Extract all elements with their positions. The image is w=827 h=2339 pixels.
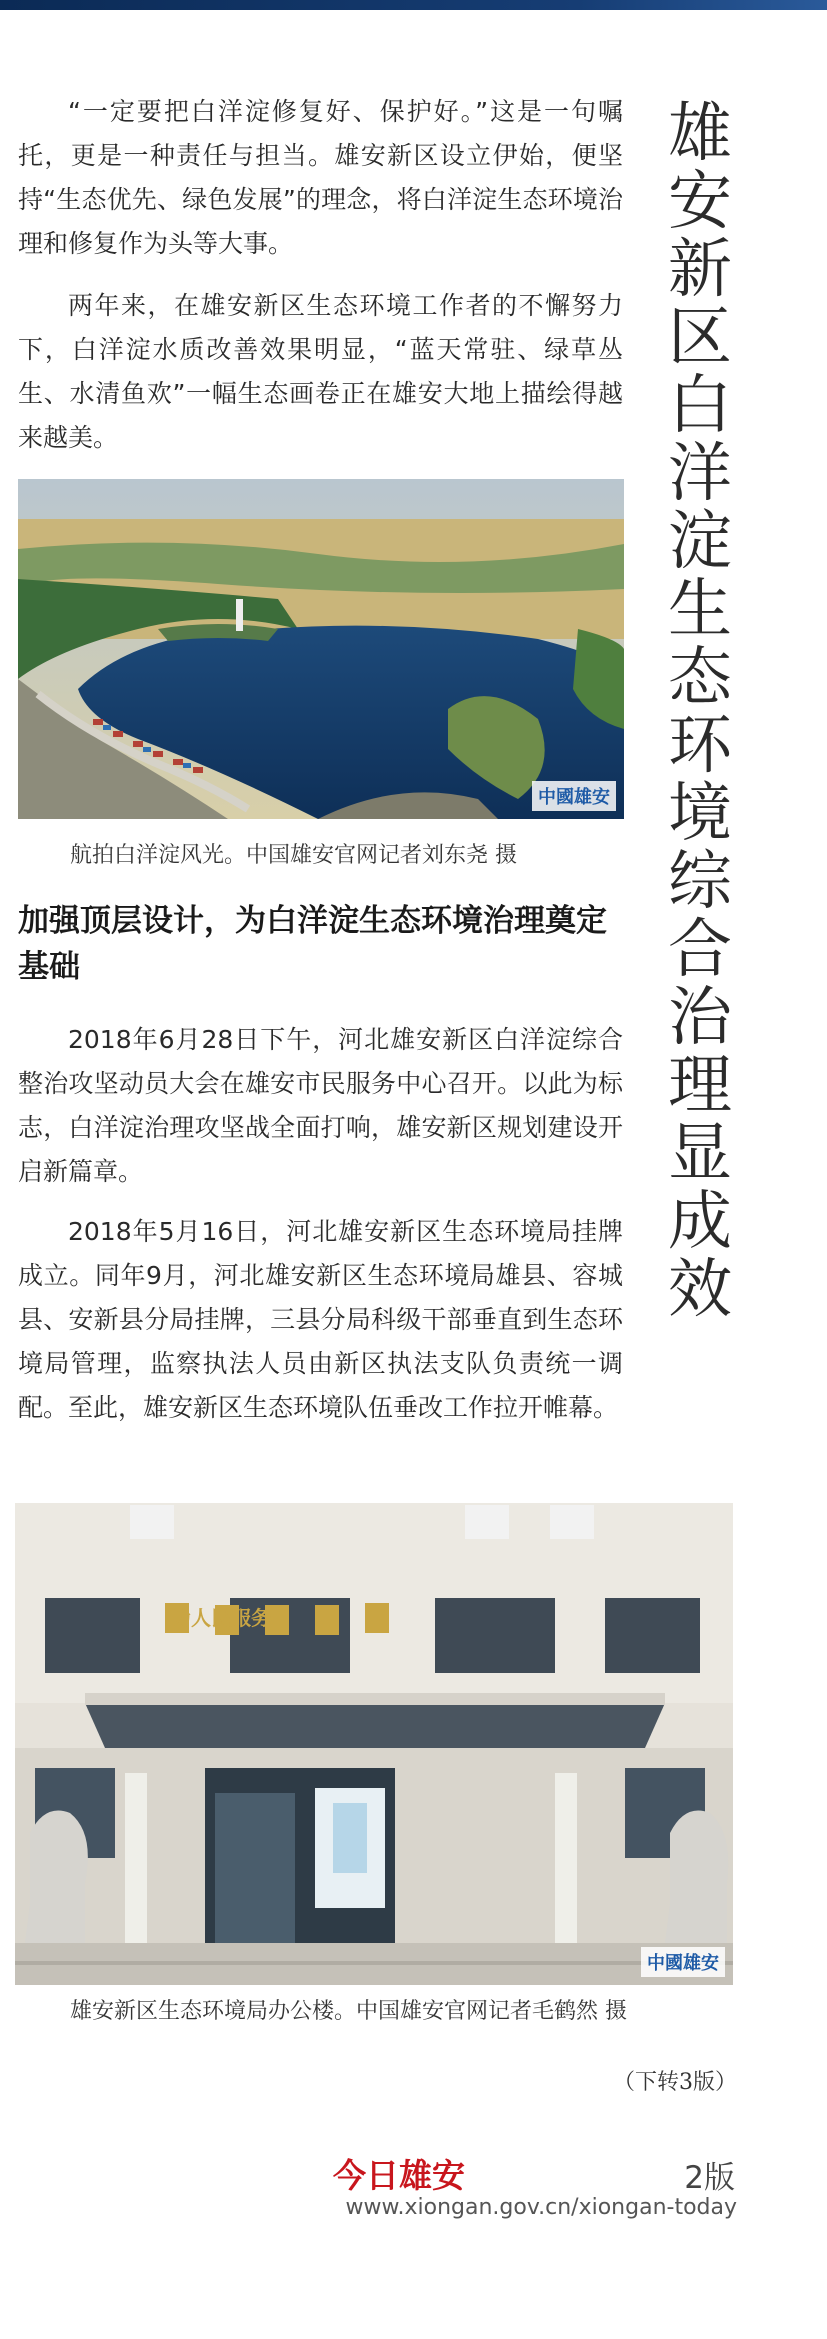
- building-sign: 为人民服务: [171, 1606, 271, 1630]
- footer-url: www.xiongan.gov.cn/xiongan-today: [345, 2195, 737, 2220]
- page-title: 雄安新区白洋淀生态环境综合治理显成效: [668, 97, 732, 1327]
- photo-caption: 雄安新区生态环境局办公楼。中国雄安官网记者毛鹤然 摄: [70, 1999, 627, 2024]
- watermark-logo: 中國雄安: [532, 781, 616, 811]
- paragraph-bureau: 2018年5月16日，河北雄安新区生态环境局挂牌成立。同年9月，河北雄安新区生态环境局雄县、容城县、安新县分局挂牌，三县分局科级干部垂直到生态环境局管理，监察执法人员由新区执法支队负责统一调配。至此，雄安新区生态环境队伍垂改工作拉开帷幕。: [18, 1217, 623, 1422]
- paragraph-progress: 两年来，在雄安新区生态环境工作者的不懈努力下，白洋淀水质改善效果明显，“蓝天常驻、绿草丛生、水清鱼欢”一幅生态画卷正在雄安大地上描绘得越来越美。: [18, 291, 623, 452]
- office-building-photo: [15, 1503, 733, 1985]
- top-bar: [0, 0, 827, 10]
- footer-brand: 今日雄安: [333, 2156, 465, 2195]
- paragraph-meeting: 2018年6月28日下午，河北雄安新区白洋淀综合整治攻坚动员大会在雄安市民服务中心召开。以此为标志，白洋淀治理攻坚战全面打响，雄安新区规划建设开启新篇章。: [18, 1025, 623, 1186]
- aerial-lake-photo: [18, 479, 624, 819]
- continued-note: （下转3版）: [613, 2070, 737, 2095]
- section-heading: 加强顶层设计，为白洋淀生态环境治理奠定基础: [18, 903, 607, 985]
- watermark-logo: 中國雄安: [641, 1947, 725, 1977]
- page-number: 2版: [684, 2160, 735, 2196]
- paragraph-intro: “一定要把白洋淀修复好、保护好。”这是一句嘱托，更是一种责任与担当。雄安新区设立伊始，便坚持“生态优先、绿色发展”的理念，将白洋淀生态环境治理和修复作为头等大事。: [18, 97, 623, 258]
- photo-caption: 航拍白洋淀风光。中国雄安官网记者刘东尧 摄: [70, 843, 517, 868]
